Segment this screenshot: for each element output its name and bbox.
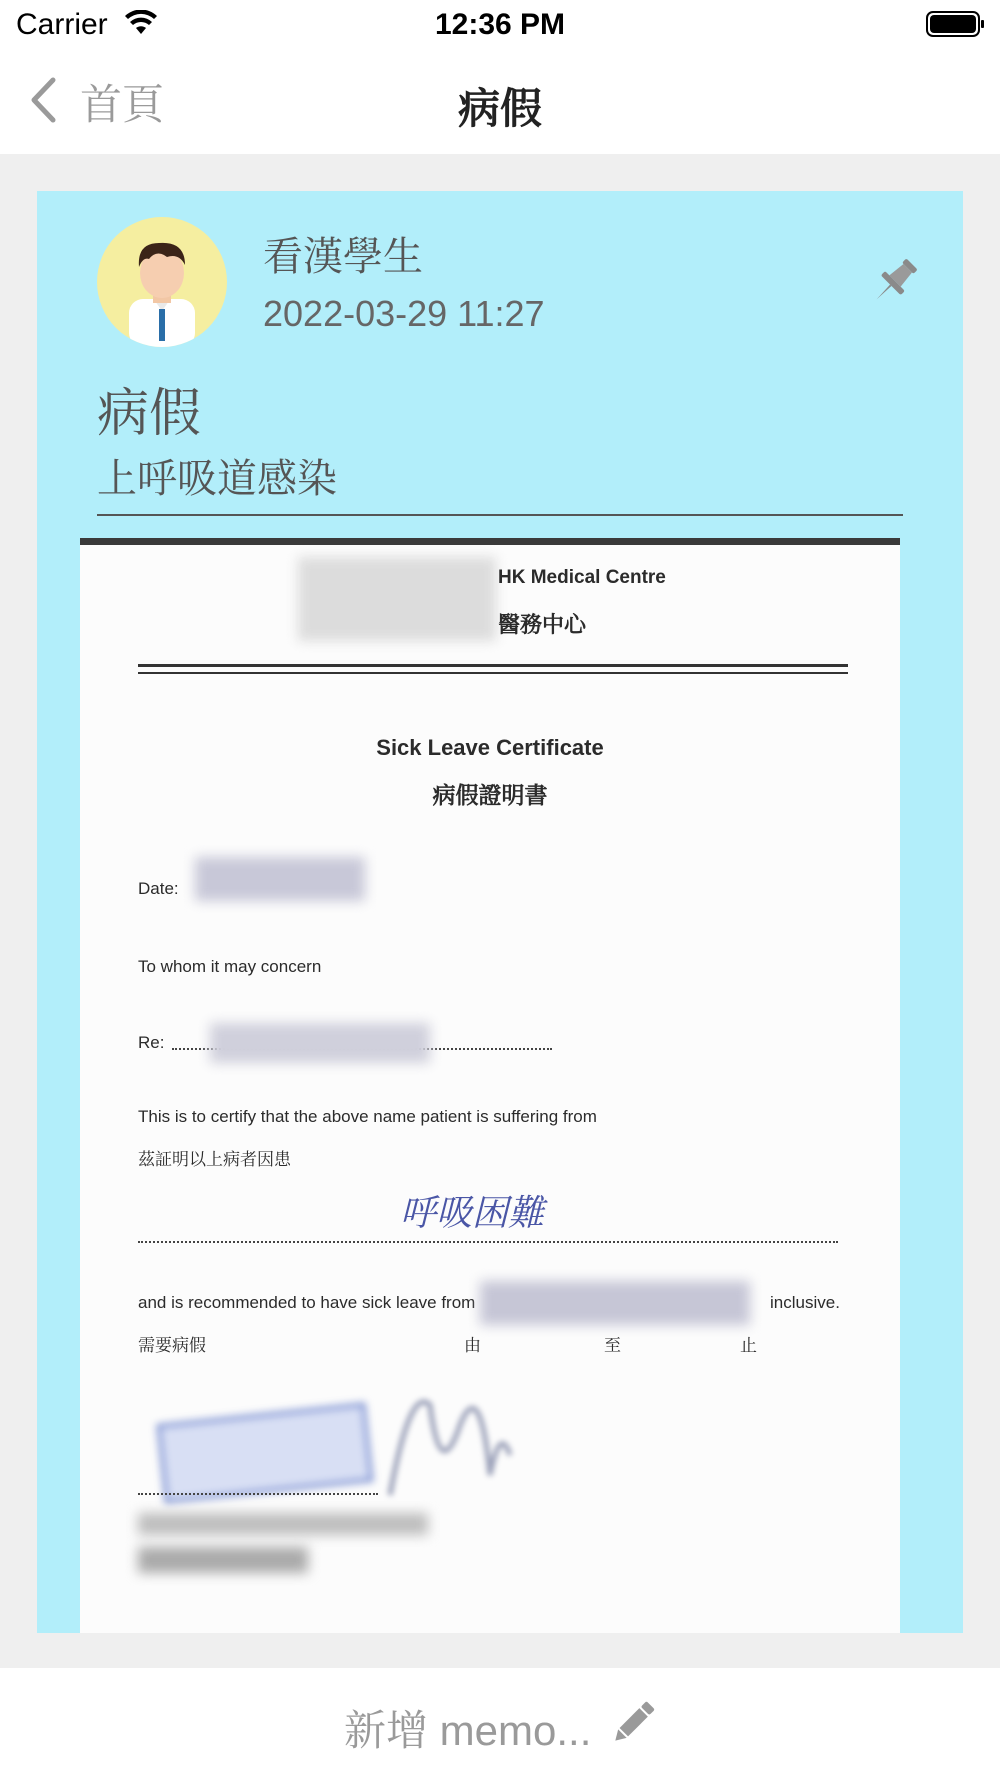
redacted-signature (370, 1365, 520, 1515)
avatar (97, 217, 227, 347)
divider (97, 514, 903, 516)
pencil-icon[interactable] (608, 1698, 658, 1753)
header-rule (138, 672, 848, 674)
memo-bar[interactable] (0, 1668, 1000, 1778)
salutation: To whom it may concern (138, 957, 322, 976)
nav-bar (0, 50, 1000, 154)
post-title: 病假 (97, 385, 202, 443)
inclusive-text: inclusive. (770, 1293, 840, 1312)
clinic-name-zh: 醫務中心 (498, 612, 587, 637)
clock: 12:36 PM (434, 8, 566, 41)
re-label: Re: (138, 1033, 165, 1052)
page-title: 病假 (457, 85, 542, 132)
diagnosis-handwriting: 呼吸困難 (400, 1193, 545, 1234)
end-zh: 止 (740, 1336, 757, 1355)
memo-input[interactable]: 新增 memo... (344, 1707, 592, 1754)
pin-icon[interactable] (867, 253, 923, 314)
recommend-text-en: and is recommended to have sick leave from (138, 1293, 476, 1312)
carrier-label: Carrier (16, 8, 108, 41)
post-timestamp: 2022-03-29 11:27 (263, 293, 545, 334)
certify-text-zh: 茲証明以上病者因患 (138, 1150, 291, 1169)
redacted-patient-name (210, 1023, 430, 1063)
redacted-clinic-footer-zh (138, 1547, 308, 1573)
certificate-title-en: Sick Leave Certificate (376, 735, 604, 760)
clinic-name-en: HK Medical Centre (498, 567, 666, 588)
diagnosis-line (138, 1241, 838, 1243)
author-name: 看漢學生 (263, 235, 423, 279)
redacted-clinic-footer-en (138, 1513, 428, 1535)
recommend-text-zh: 需要病假 (138, 1336, 206, 1355)
post-card (37, 191, 963, 1633)
date-label: Date: (138, 879, 179, 898)
certificate-title-zh: 病假證明書 (432, 782, 548, 808)
certify-text-en: This is to certify that the above name patient is suffering from (138, 1107, 597, 1126)
signature-line (138, 1493, 378, 1495)
redacted-date (195, 857, 365, 901)
redacted-logo (298, 557, 496, 641)
post-body: 上呼吸道感染 (97, 457, 337, 501)
back-label: 首頁 (80, 81, 165, 128)
from-zh: 由 (464, 1336, 481, 1355)
to-zh: 至 (604, 1336, 621, 1355)
battery-icon (926, 10, 986, 43)
status-bar (0, 0, 1000, 50)
redacted-stamp (156, 1402, 373, 1504)
header-rule (138, 664, 848, 667)
redacted-dates (480, 1281, 750, 1325)
attached-certificate-image[interactable] (80, 538, 900, 1633)
